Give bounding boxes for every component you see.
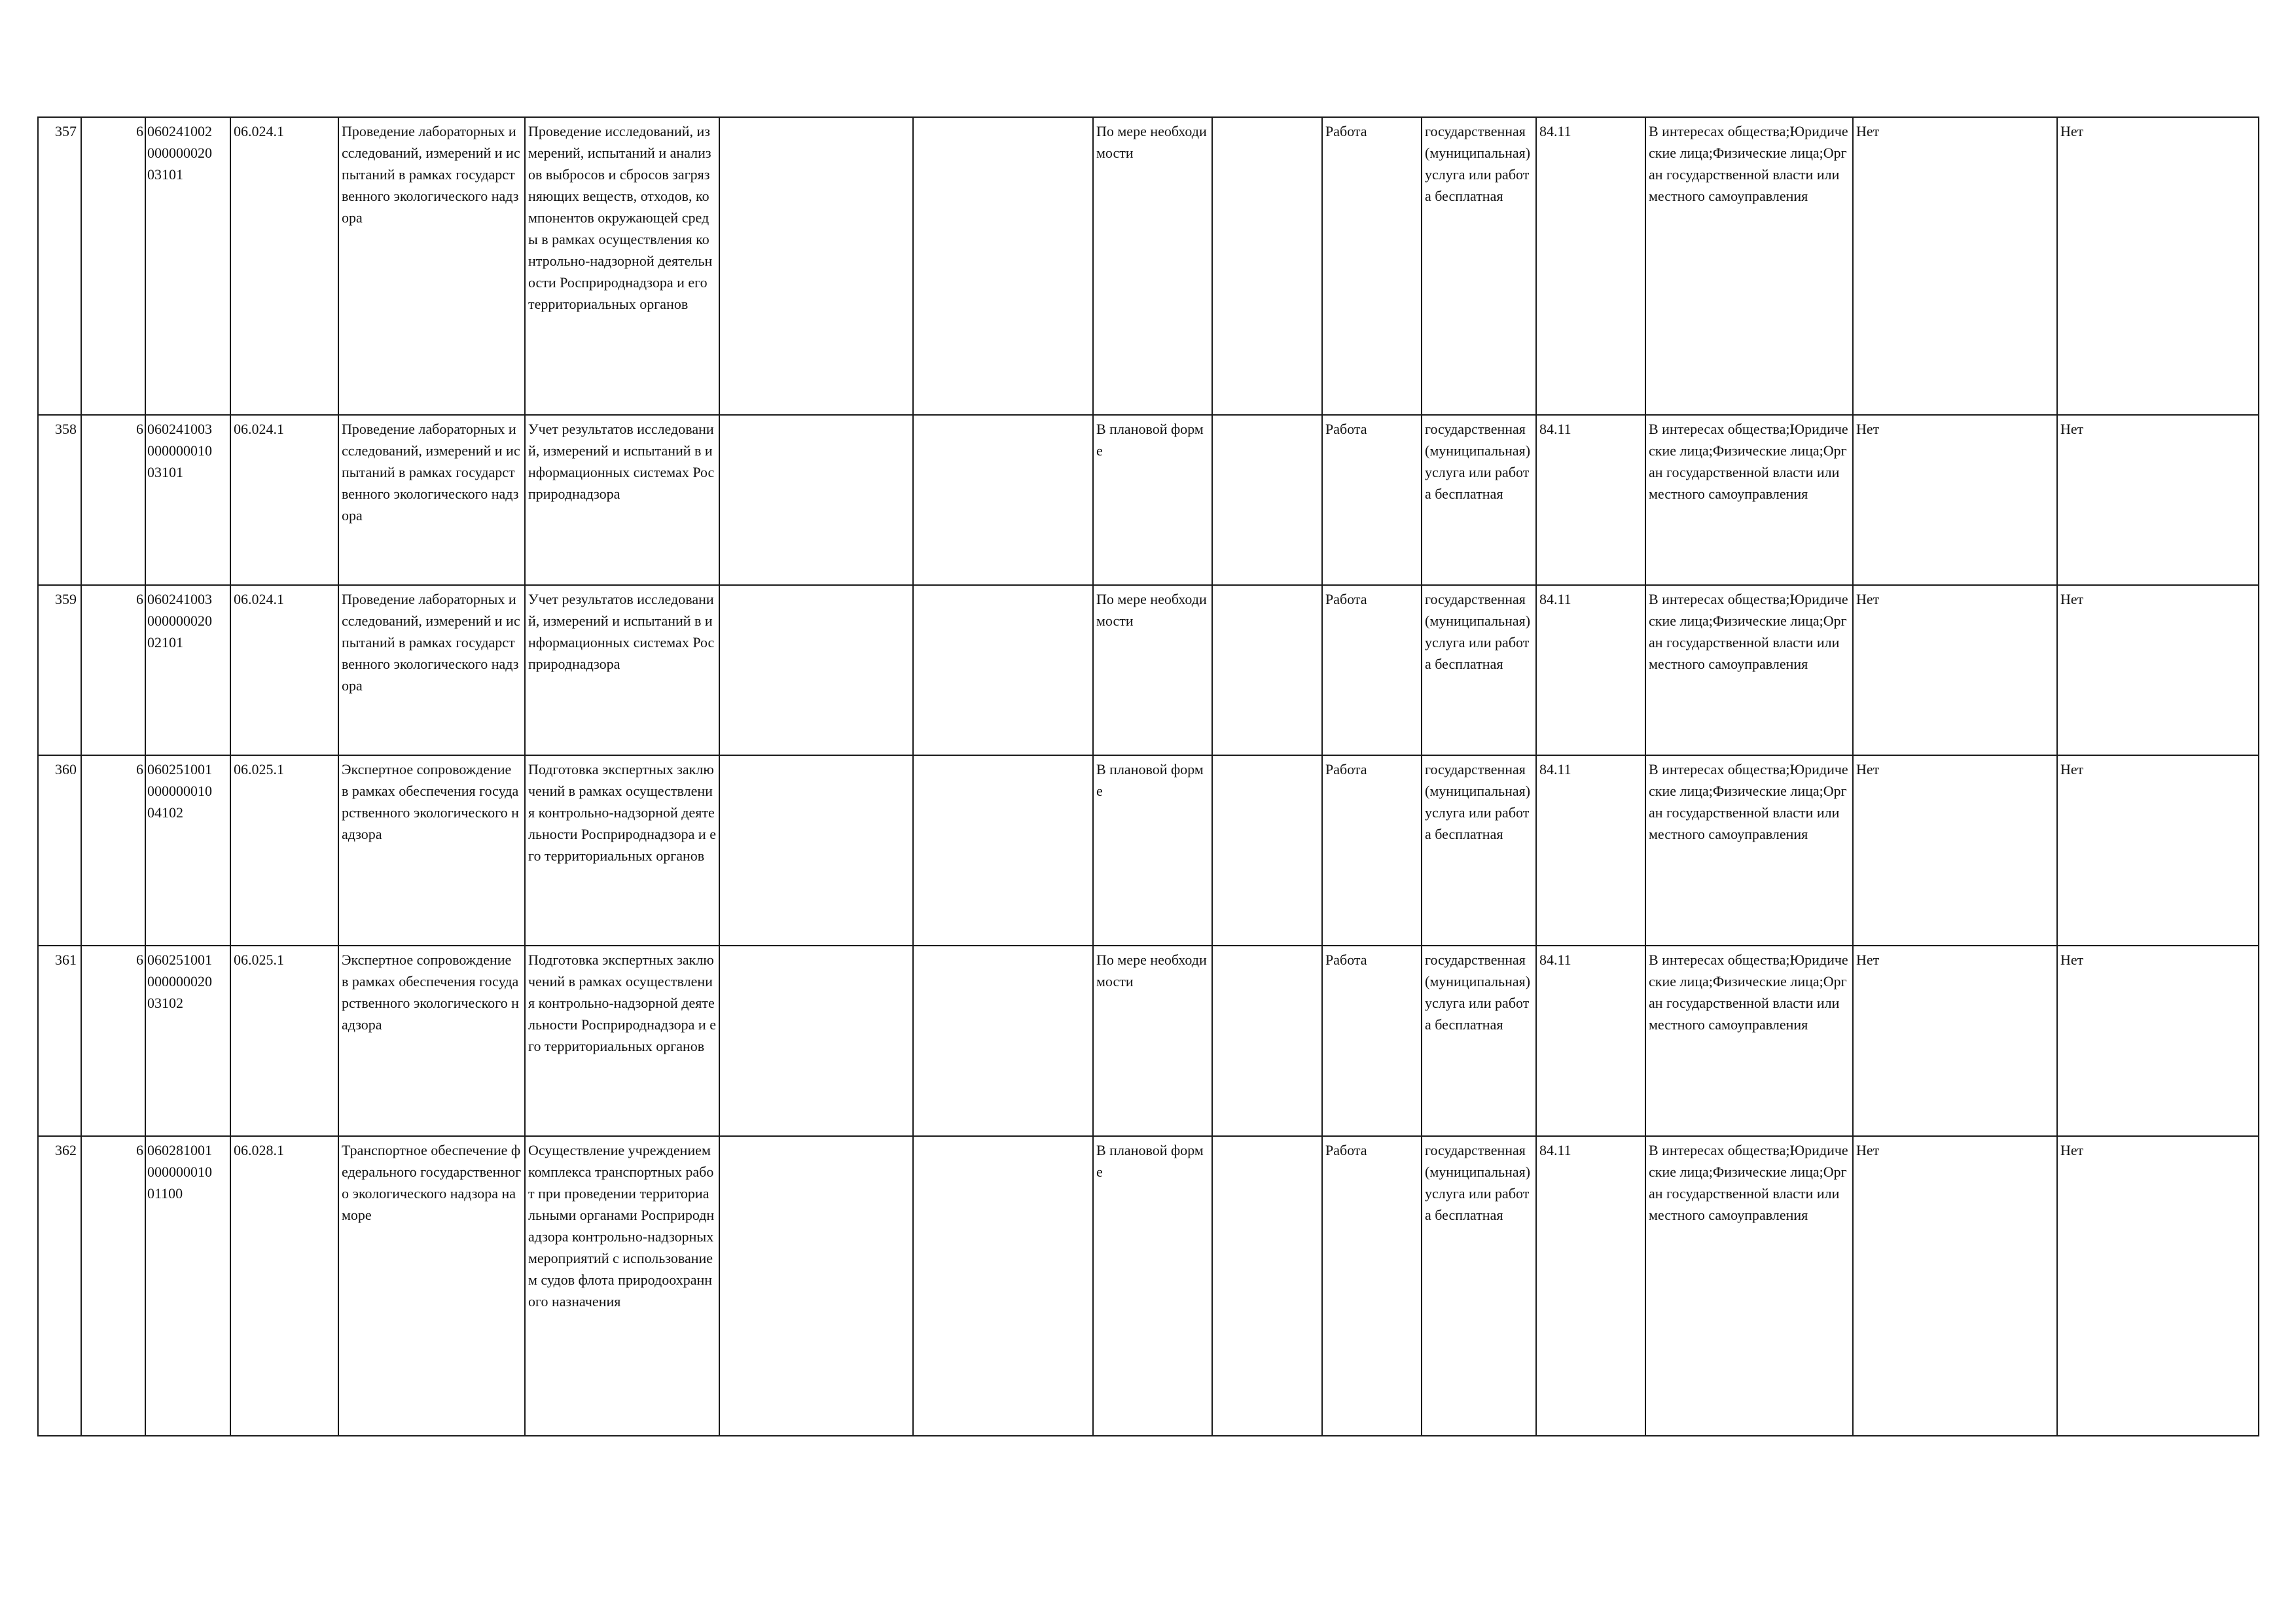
service-content: Проведение исследований, измерений, испытаний и анализов выбросов и сбросов загрязняющих веществ, отходов, компонентов окружающей среды в рамках осуществления контрольно-надзорной деятельности Росприроднадзора и его территориальных органов — [525, 117, 719, 415]
registry-code: 060281001 000000010 01100 — [145, 1136, 230, 1436]
registry-code: 060241003 000000010 03101 — [145, 415, 230, 585]
empty-cell — [913, 415, 1093, 585]
row-number: 362 — [38, 1136, 81, 1436]
row-group: 6 — [81, 755, 145, 946]
flag-cell: Нет — [1853, 117, 2057, 415]
base-code: 06.024.1 — [230, 117, 338, 415]
item-type: Работа — [1322, 755, 1422, 946]
row-number: 360 — [38, 755, 81, 946]
empty-cell — [913, 585, 1093, 755]
empty-cell — [1212, 415, 1322, 585]
service-name: Проведение лабораторных исследований, измерений и испытаний в рамках государственного экологического надзора — [338, 117, 525, 415]
provision-form: В плановой форме — [1093, 755, 1212, 946]
provision-form: По мере необходимости — [1093, 117, 1212, 415]
empty-cell — [913, 755, 1093, 946]
empty-cell — [719, 585, 913, 755]
provision-form: По мере необходимости — [1093, 585, 1212, 755]
okved-code: 84.11 — [1536, 1136, 1645, 1436]
item-type: Работа — [1322, 585, 1422, 755]
row-number: 359 — [38, 585, 81, 755]
flag-cell: Нет — [1853, 585, 2057, 755]
flag-cell: Нет — [2057, 117, 2259, 415]
registry-code: 060241003 000000020 02101 — [145, 585, 230, 755]
consumer-categories: В интересах общества;Юридические лица;Физические лица;Орган государственной власти или местного самоуправления — [1645, 117, 1853, 415]
item-type: Работа — [1322, 117, 1422, 415]
empty-cell — [1212, 1136, 1322, 1436]
base-code: 06.024.1 — [230, 415, 338, 585]
consumer-categories: В интересах общества;Юридические лица;Физические лица;Орган государственной власти или местного самоуправления — [1645, 946, 1853, 1136]
provision-form: В плановой форме — [1093, 1136, 1212, 1436]
payment-status: государственная (муниципальная) услуга или работа бесплатная — [1422, 117, 1536, 415]
empty-cell — [1212, 755, 1322, 946]
flag-cell: Нет — [1853, 1136, 2057, 1436]
registry-code: 060251001 000000010 04102 — [145, 755, 230, 946]
empty-cell — [1212, 946, 1322, 1136]
provision-form: В плановой форме — [1093, 415, 1212, 585]
service-content: Учет результатов исследований, измерений и испытаний в информационных системах Росприроднадзора — [525, 585, 719, 755]
item-type: Работа — [1322, 415, 1422, 585]
flag-cell: Нет — [2057, 755, 2259, 946]
table-row — [38, 415, 2259, 585]
base-code: 06.025.1 — [230, 755, 338, 946]
services-table — [37, 116, 2259, 1436]
empty-cell — [719, 755, 913, 946]
payment-status: государственная (муниципальная) услуга или работа бесплатная — [1422, 585, 1536, 755]
payment-status: государственная (муниципальная) услуга или работа бесплатная — [1422, 1136, 1536, 1436]
row-number: 361 — [38, 946, 81, 1136]
consumer-categories: В интересах общества;Юридические лица;Физические лица;Орган государственной власти или местного самоуправления — [1645, 415, 1853, 585]
registry-code: 060251001 000000020 03102 — [145, 946, 230, 1136]
flag-cell: Нет — [2057, 1136, 2259, 1436]
okved-code: 84.11 — [1536, 585, 1645, 755]
registry-code: 060241002 000000020 03101 — [145, 117, 230, 415]
row-number: 357 — [38, 117, 81, 415]
table-row — [38, 585, 2259, 755]
row-number: 358 — [38, 415, 81, 585]
service-name: Проведение лабораторных исследований, измерений и испытаний в рамках государственного экологического надзора — [338, 415, 525, 585]
item-type: Работа — [1322, 1136, 1422, 1436]
row-group: 6 — [81, 415, 145, 585]
empty-cell — [719, 415, 913, 585]
flag-cell: Нет — [2057, 946, 2259, 1136]
provision-form: По мере необходимости — [1093, 946, 1212, 1136]
service-name: Транспортное обеспечение федерального государственного экологического надзора на море — [338, 1136, 525, 1436]
payment-status: государственная (муниципальная) услуга или работа бесплатная — [1422, 415, 1536, 585]
base-code: 06.028.1 — [230, 1136, 338, 1436]
service-content: Подготовка экспертных заключений в рамках осуществления контрольно-надзорной деятельности Росприроднадзора и его территориальных органов — [525, 755, 719, 946]
service-content: Подготовка экспертных заключений в рамках осуществления контрольно-надзорной деятельности Росприроднадзора и его территориальных органов — [525, 946, 719, 1136]
consumer-categories: В интересах общества;Юридические лица;Физические лица;Орган государственной власти или местного самоуправления — [1645, 585, 1853, 755]
flag-cell: Нет — [2057, 415, 2259, 585]
flag-cell: Нет — [1853, 415, 2057, 585]
service-name: Экспертное сопровождение в рамках обеспечения государственного экологического надзора — [338, 946, 525, 1136]
service-content: Учет результатов исследований, измерений и испытаний в информационных системах Росприроднадзора — [525, 415, 719, 585]
base-code: 06.024.1 — [230, 585, 338, 755]
flag-cell: Нет — [1853, 755, 2057, 946]
row-group: 6 — [81, 117, 145, 415]
empty-cell — [719, 117, 913, 415]
okved-code: 84.11 — [1536, 117, 1645, 415]
service-name: Проведение лабораторных исследований, измерений и испытаний в рамках государственного экологического надзора — [338, 585, 525, 755]
table-row — [38, 755, 2259, 946]
row-group: 6 — [81, 946, 145, 1136]
empty-cell — [913, 117, 1093, 415]
empty-cell — [719, 946, 913, 1136]
empty-cell — [913, 1136, 1093, 1436]
table-row — [38, 946, 2259, 1136]
okved-code: 84.11 — [1536, 946, 1645, 1136]
item-type: Работа — [1322, 946, 1422, 1136]
flag-cell: Нет — [2057, 585, 2259, 755]
table-row — [38, 1136, 2259, 1436]
consumer-categories: В интересах общества;Юридические лица;Физические лица;Орган государственной власти или местного самоуправления — [1645, 1136, 1853, 1436]
service-content: Осуществление учреждением комплекса транспортных работ при проведении территориальными органами Росприроднадзора контрольно-надзорных мероприятий с использованием судов флота природоохранного назначения — [525, 1136, 719, 1436]
row-group: 6 — [81, 585, 145, 755]
consumer-categories: В интересах общества;Юридические лица;Физические лица;Орган государственной власти или местного самоуправления — [1645, 755, 1853, 946]
service-name: Экспертное сопровождение в рамках обеспечения государственного экологического надзора — [338, 755, 525, 946]
registry-sheet — [37, 116, 2258, 1436]
row-group: 6 — [81, 1136, 145, 1436]
empty-cell — [1212, 585, 1322, 755]
payment-status: государственная (муниципальная) услуга или работа бесплатная — [1422, 946, 1536, 1136]
table-row — [38, 117, 2259, 415]
flag-cell: Нет — [1853, 946, 2057, 1136]
empty-cell — [913, 946, 1093, 1136]
base-code: 06.025.1 — [230, 946, 338, 1136]
okved-code: 84.11 — [1536, 415, 1645, 585]
payment-status: государственная (муниципальная) услуга или работа бесплатная — [1422, 755, 1536, 946]
empty-cell — [719, 1136, 913, 1436]
empty-cell — [1212, 117, 1322, 415]
okved-code: 84.11 — [1536, 755, 1645, 946]
